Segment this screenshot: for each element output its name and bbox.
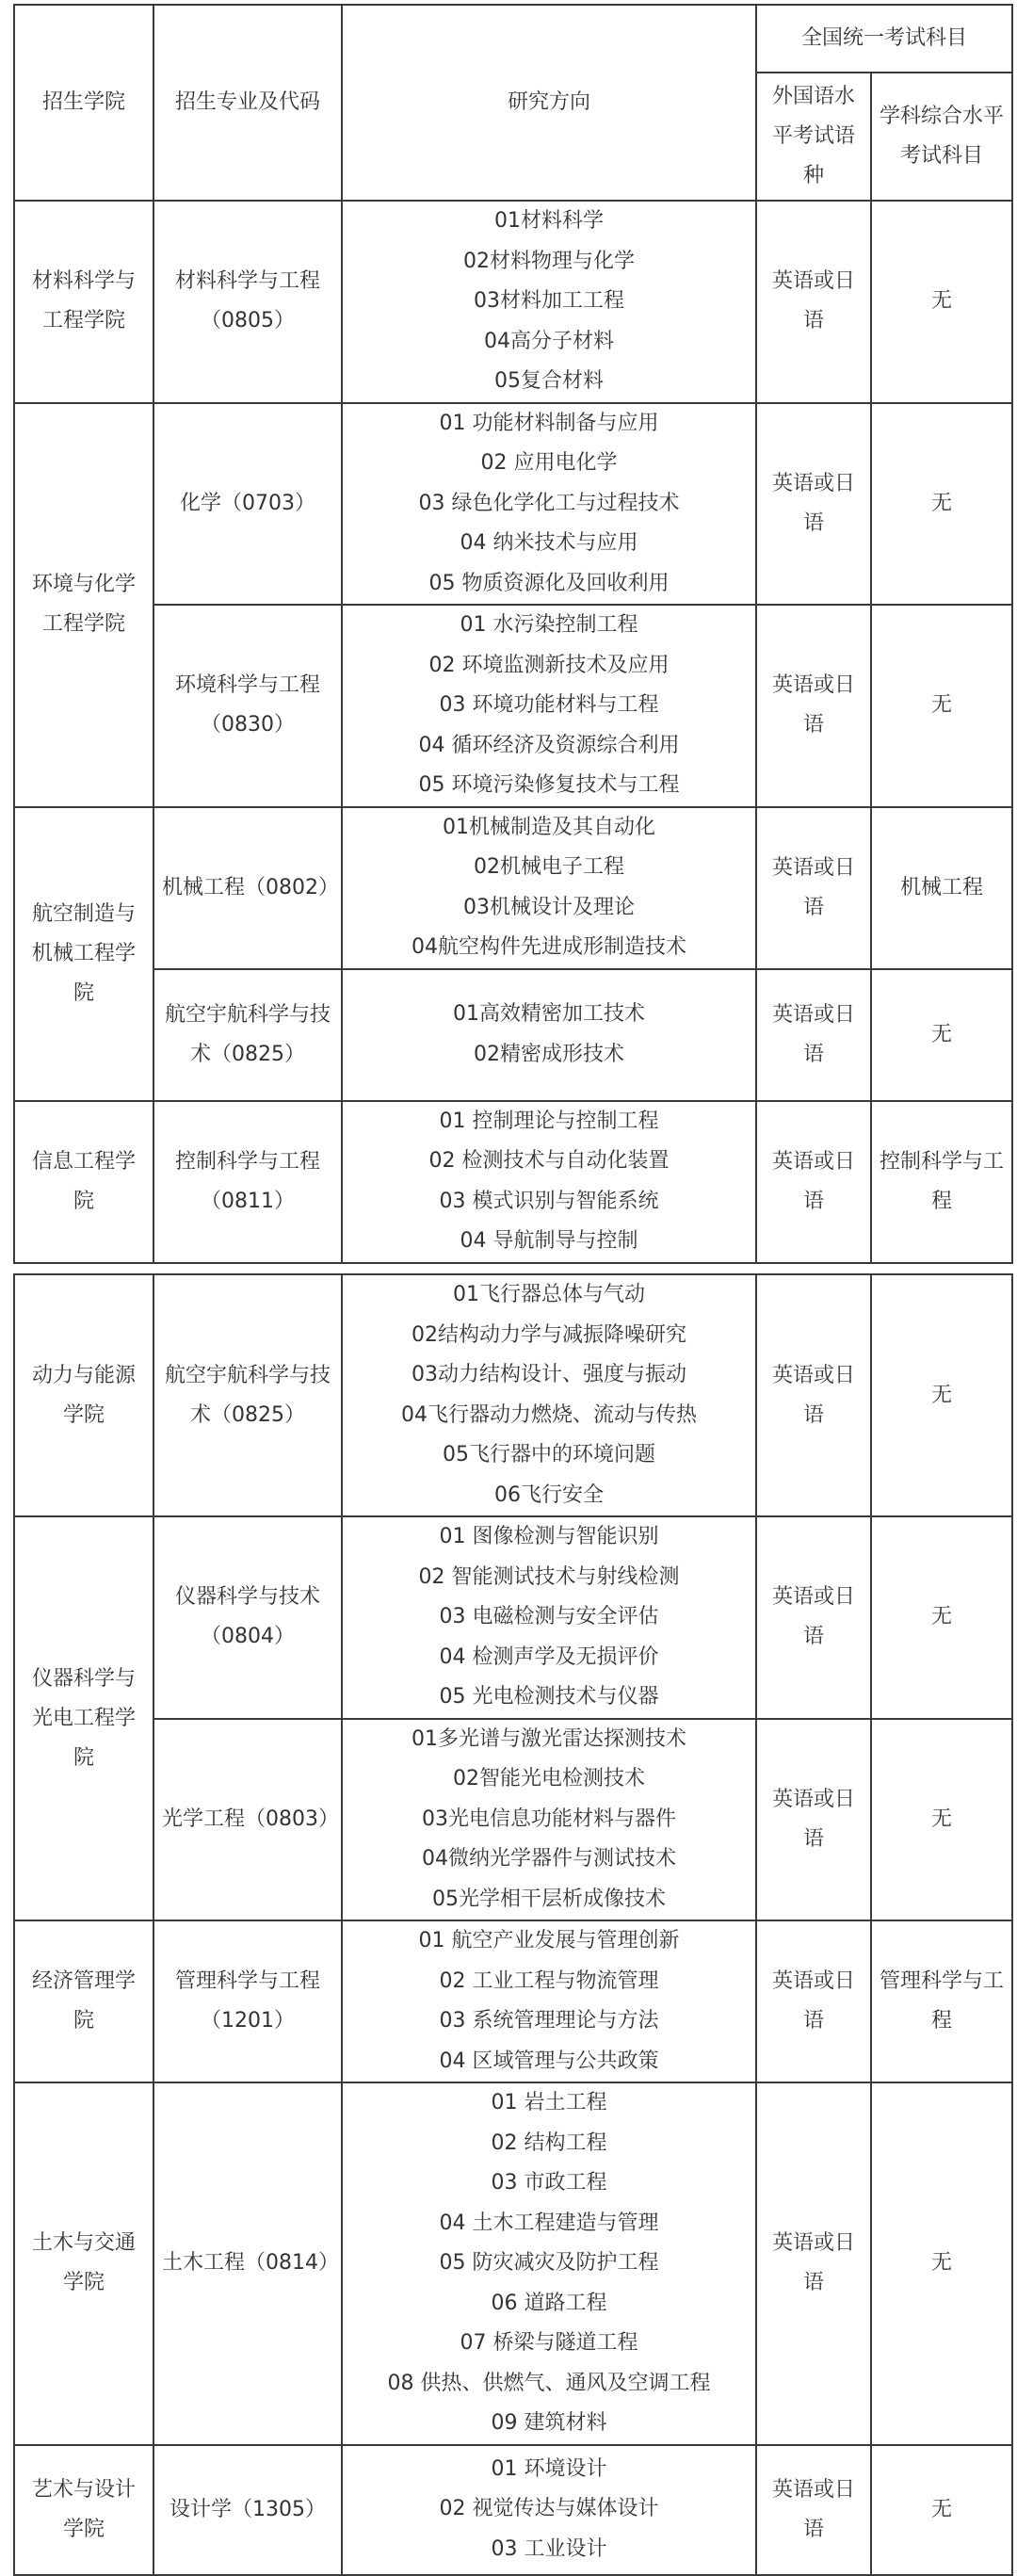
direction-item: 01 图像检测与智能识别 xyxy=(439,1525,659,1548)
direction-item: 01机械制造及其自动化 xyxy=(443,815,655,839)
subject-exam-cell: 无 xyxy=(871,403,1012,606)
direction-item: 02结构动力学与减振降噪研究 xyxy=(412,1322,686,1347)
direction-item: 01飞行器总体与气动 xyxy=(453,1283,645,1306)
language-exam-cell: 英语或日语 xyxy=(756,1719,871,1921)
direction-item: 05复合材料 xyxy=(494,369,604,393)
direction-item: 03 市政工程 xyxy=(491,2171,607,2195)
direction-item: 01 功能材料制备与应用 xyxy=(439,411,659,435)
direction-item: 01 水污染控制工程 xyxy=(460,613,638,637)
direction-item: 04 检测声学及无损评价 xyxy=(439,1644,659,1669)
major-cell: 化学（0703） xyxy=(153,403,342,606)
direction-item: 02智能光电检测技术 xyxy=(453,1767,645,1790)
header-exam-group: 全国统一考试科目 xyxy=(756,5,1012,73)
direction-cell xyxy=(342,2082,756,2445)
table-row xyxy=(14,1719,1012,1921)
direction-cell xyxy=(342,807,756,969)
header-direction: 研究方向 xyxy=(342,5,756,201)
direction-item: 08 供热、供燃气、通风及空调工程 xyxy=(387,2371,711,2395)
direction-item: 03材料加工工程 xyxy=(474,289,624,313)
direction-item: 02 结构工程 xyxy=(491,2130,607,2155)
direction-item: 06飞行安全 xyxy=(494,1482,604,1507)
subject-exam-cell: 无 xyxy=(871,605,1012,807)
direction-item: 01 控制理论与控制工程 xyxy=(439,1109,659,1133)
direction-item: 01材料科学 xyxy=(494,209,604,233)
direction-item: 05光学相干层析成像技术 xyxy=(432,1887,666,1911)
direction-item: 03 环境功能材料与工程 xyxy=(439,693,659,717)
subject-exam-cell: 无 xyxy=(871,1516,1012,1719)
subject-exam-cell: 无 xyxy=(871,2082,1012,2445)
table-row xyxy=(14,605,1012,807)
direction-cell xyxy=(342,201,756,403)
table-row xyxy=(14,969,1012,1101)
table-row xyxy=(14,201,1012,403)
direction-item: 05 光电检测技术与仪器 xyxy=(439,1685,659,1709)
header-college: 招生学院 xyxy=(14,5,153,201)
direction-item: 04 土木工程建造与管理 xyxy=(439,2211,659,2235)
direction-item: 02精密成形技术 xyxy=(474,1042,624,1066)
table-row xyxy=(14,807,1012,969)
direction-item: 04 循环经济及资源综合利用 xyxy=(418,733,680,757)
major-cell: 光学工程（0803） xyxy=(153,1719,342,1921)
admissions-table-2 xyxy=(13,1273,1013,2576)
language-exam-cell: 英语或日语 xyxy=(756,1101,871,1263)
direction-item: 04 纳米技术与应用 xyxy=(460,531,638,555)
direction-item: 04航空构件先进成形制造技术 xyxy=(412,935,686,959)
language-exam-cell: 英语或日语 xyxy=(756,1516,871,1719)
major-cell: 材料科学与工程（0805） xyxy=(153,201,342,403)
direction-cell xyxy=(342,403,756,606)
major-cell: 机械工程（0802） xyxy=(153,807,342,969)
major-cell: 航空宇航科学与技术（0825） xyxy=(153,969,342,1101)
direction-item: 03机械设计及理论 xyxy=(463,895,635,919)
direction-item: 03光电信息功能材料与器件 xyxy=(422,1806,676,1831)
direction-item: 04飞行器动力燃烧、流动与传热 xyxy=(401,1402,697,1427)
direction-cell xyxy=(342,1516,756,1719)
language-exam-cell: 英语或日语 xyxy=(756,1274,871,1516)
college-cell: 信息工程学院 xyxy=(14,1101,153,1263)
college-cell: 艺术与设计学院 xyxy=(14,2445,153,2575)
language-exam-cell: 英语或日语 xyxy=(756,201,871,403)
table-row xyxy=(14,1101,1012,1263)
language-exam-cell: 英语或日语 xyxy=(756,807,871,969)
major-cell: 设计学（1305） xyxy=(153,2445,342,2575)
direction-item: 03动力结构设计、强度与振动 xyxy=(412,1363,686,1386)
language-exam-cell: 英语或日语 xyxy=(756,2082,871,2445)
table-row xyxy=(14,1516,1012,1719)
direction-item: 03 绿色化学化工与过程技术 xyxy=(418,491,680,515)
table-row xyxy=(14,1274,1012,1516)
direction-item: 04微纳光学器件与测试技术 xyxy=(422,1847,676,1871)
direction-cell xyxy=(342,1920,756,2082)
header-subject-exam: 学科综合水平考试科目 xyxy=(871,73,1012,201)
college-cell: 动力与能源学院 xyxy=(14,1274,153,1516)
direction-item: 05 物质资源化及回收利用 xyxy=(428,571,670,595)
table-row xyxy=(14,1920,1012,2082)
college-cell: 仪器科学与光电工程学院 xyxy=(14,1516,153,1920)
admissions-table-1 xyxy=(13,4,1013,1264)
direction-item: 01高效精密加工技术 xyxy=(453,1002,645,1026)
table-row xyxy=(14,2445,1012,2575)
college-cell: 环境与化学工程学院 xyxy=(14,403,153,807)
language-exam-cell: 英语或日语 xyxy=(756,2445,871,2575)
college-cell: 航空制造与机械工程学院 xyxy=(14,807,153,1101)
direction-item: 02 环境监测新技术及应用 xyxy=(428,653,670,677)
subject-exam-cell: 无 xyxy=(871,1719,1012,1921)
direction-item: 04 区域管理与公共政策 xyxy=(439,2049,659,2073)
direction-item: 03 工业设计 xyxy=(491,2536,607,2561)
direction-item: 02 应用电化学 xyxy=(480,451,618,475)
language-exam-cell: 英语或日语 xyxy=(756,403,871,606)
direction-item: 05 防灾减灾及防护工程 xyxy=(439,2251,659,2275)
direction-item: 06 道路工程 xyxy=(491,2291,607,2315)
major-cell: 环境科学与工程（0830） xyxy=(153,605,342,807)
direction-item: 01 环境设计 xyxy=(491,2456,607,2481)
table-row xyxy=(14,403,1012,606)
direction-cell xyxy=(342,1719,756,1921)
header-major: 招生专业及代码 xyxy=(153,5,342,201)
subject-exam-cell: 无 xyxy=(871,2445,1012,2575)
direction-item: 09 建筑材料 xyxy=(491,2411,607,2435)
direction-item: 01 航空产业发展与管理创新 xyxy=(418,1929,680,1952)
direction-item: 05 环境污染修复技术与工程 xyxy=(418,773,680,797)
direction-item: 03 电磁检测与安全评估 xyxy=(439,1605,659,1628)
major-cell: 航空宇航科学与技术（0825） xyxy=(153,1274,342,1516)
subject-exam-cell: 无 xyxy=(871,201,1012,403)
direction-cell xyxy=(342,605,756,807)
subject-exam-cell: 管理科学与工程 xyxy=(871,1920,1012,2082)
direction-item: 04高分子材料 xyxy=(484,329,614,353)
direction-item: 02 视觉传达与媒体设计 xyxy=(439,2497,659,2521)
subject-exam-cell: 控制科学与工程 xyxy=(871,1101,1012,1263)
major-cell: 控制科学与工程（0811） xyxy=(153,1101,342,1263)
language-exam-cell: 英语或日语 xyxy=(756,1920,871,2082)
direction-item: 02 检测技术与自动化装置 xyxy=(428,1149,670,1173)
direction-item: 01 岩土工程 xyxy=(491,2091,607,2114)
table-row xyxy=(14,2082,1012,2445)
major-cell: 仪器科学与技术（0804） xyxy=(153,1516,342,1719)
direction-item: 01多光谱与激光雷达探测技术 xyxy=(412,1726,686,1751)
college-cell: 经济管理学院 xyxy=(14,1920,153,2082)
language-exam-cell: 英语或日语 xyxy=(756,605,871,807)
direction-item: 02机械电子工程 xyxy=(474,855,624,879)
major-cell: 管理科学与工程（1201） xyxy=(153,1920,342,2082)
direction-cell xyxy=(342,969,756,1101)
direction-cell xyxy=(342,1274,756,1516)
direction-item: 07 桥梁与隧道工程 xyxy=(460,2331,638,2355)
header-lang-exam: 外国语水平考试语种 xyxy=(756,73,871,201)
college-cell: 材料科学与工程学院 xyxy=(14,201,153,403)
subject-exam-cell: 无 xyxy=(871,969,1012,1101)
subject-exam-cell: 机械工程 xyxy=(871,807,1012,969)
direction-item: 05飞行器中的环境问题 xyxy=(443,1443,655,1466)
direction-item: 02 工业工程与物流管理 xyxy=(439,1968,659,1993)
subject-exam-cell: 无 xyxy=(871,1274,1012,1516)
direction-cell xyxy=(342,2445,756,2575)
direction-item: 04 导航制导与控制 xyxy=(460,1229,638,1253)
direction-item: 03 模式识别与智能系统 xyxy=(439,1189,659,1213)
language-exam-cell: 英语或日语 xyxy=(756,969,871,1101)
direction-item: 03 系统管理理论与方法 xyxy=(439,2009,659,2033)
college-cell: 土木与交通学院 xyxy=(14,2082,153,2445)
direction-cell xyxy=(342,1101,756,1263)
direction-item: 02材料物理与化学 xyxy=(463,249,635,273)
direction-item: 02 智能测试技术与射线检测 xyxy=(418,1564,680,1589)
major-cell: 土木工程（0814） xyxy=(153,2082,342,2445)
